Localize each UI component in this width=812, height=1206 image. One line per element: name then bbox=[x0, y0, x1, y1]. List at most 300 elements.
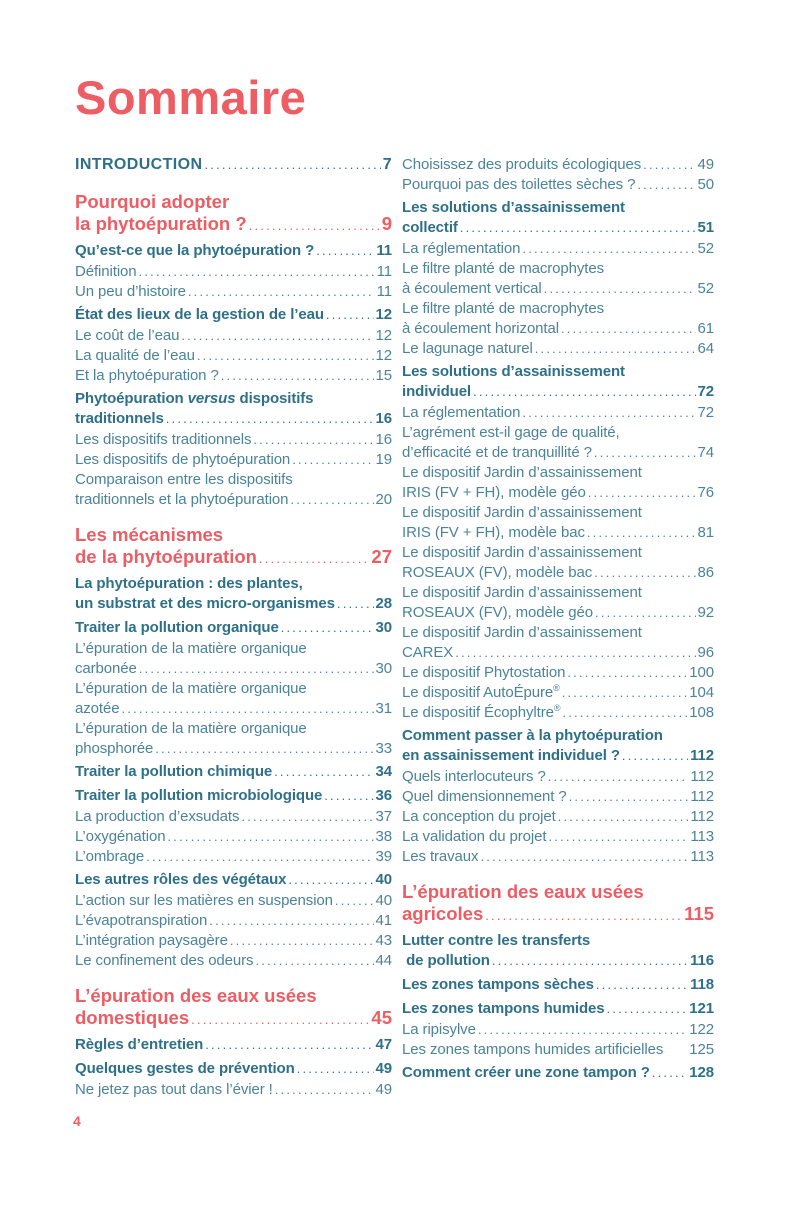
dot-leader bbox=[139, 262, 375, 282]
toc-entry-text: un substrat et des micro-organismes bbox=[75, 595, 335, 612]
toc-entry-text: L’épuration de la matière organique bbox=[75, 720, 307, 737]
toc-entry bbox=[402, 807, 714, 827]
toc-entry-text: azotée bbox=[75, 700, 120, 717]
toc-entry-line bbox=[402, 239, 714, 259]
dot-leader bbox=[188, 282, 375, 302]
dot-leader bbox=[197, 346, 374, 366]
toc-entry bbox=[402, 503, 714, 543]
toc-entry bbox=[75, 366, 392, 386]
toc-entry-page: 44 bbox=[375, 952, 392, 969]
toc-entry-text: L’intégration paysagère bbox=[75, 932, 228, 949]
dot-leader bbox=[567, 663, 687, 683]
toc-entry bbox=[402, 847, 714, 867]
toc-entry-line bbox=[402, 827, 714, 847]
toc-entry-line bbox=[75, 470, 392, 490]
toc-entry-text: Choisissez des produits écologiques bbox=[402, 156, 642, 173]
toc-entry-line bbox=[402, 175, 714, 195]
toc-entry bbox=[402, 403, 714, 423]
toc-entry-text-segment: Phytoépuration bbox=[75, 390, 188, 407]
toc-entry-text: Les dispositifs traditionnels bbox=[75, 431, 252, 448]
toc-entry-page: 72 bbox=[697, 404, 714, 421]
toc-entry-line bbox=[75, 847, 392, 867]
toc-entry-page: 7 bbox=[382, 156, 392, 173]
dot-leader bbox=[473, 382, 695, 402]
toc-section-heading bbox=[75, 524, 392, 569]
toc-entry-text: L’agrément est-il gage de qualité, bbox=[402, 424, 620, 441]
toc-entry-text: Le lagunage naturel bbox=[402, 340, 533, 357]
dot-leader bbox=[139, 659, 374, 679]
dot-leader bbox=[561, 319, 696, 339]
dot-leader bbox=[146, 847, 373, 867]
toc-entry-text: L’action sur les matières en suspension bbox=[75, 892, 333, 909]
toc-entry-text: Le filtre planté de macrophytes bbox=[402, 260, 605, 277]
toc-entry bbox=[402, 1020, 714, 1040]
toc-entry-page: 11 bbox=[376, 283, 392, 300]
toc-entry bbox=[75, 827, 392, 847]
toc-entry-text: Le filtre planté de macrophytes bbox=[402, 300, 605, 317]
toc-entry bbox=[402, 726, 714, 767]
toc-entry-text: Quel dimensionnement ? bbox=[402, 788, 567, 805]
dot-leader bbox=[253, 430, 373, 450]
toc-entry bbox=[402, 787, 714, 807]
toc-entry-line bbox=[402, 563, 714, 583]
dot-leader bbox=[637, 175, 695, 195]
toc-entry bbox=[402, 703, 714, 723]
toc-entry-text: Le coût de l’eau bbox=[75, 327, 180, 344]
toc-entry-page: 50 bbox=[697, 176, 714, 193]
dot-leader bbox=[643, 155, 695, 175]
toc-entry-page: 49 bbox=[375, 1060, 392, 1077]
toc-entry-page: 33 bbox=[375, 740, 392, 757]
toc-entry-line bbox=[402, 463, 714, 483]
toc-entry-line bbox=[75, 282, 392, 302]
dot-leader bbox=[167, 827, 373, 847]
toc-entry-page: 121 bbox=[689, 1000, 714, 1017]
dot-leader bbox=[588, 483, 696, 503]
dot-leader bbox=[492, 951, 688, 971]
toc-entry bbox=[75, 762, 392, 783]
dot-leader bbox=[230, 931, 374, 951]
toc-entry-line bbox=[75, 213, 392, 237]
toc-entry-page: 12 bbox=[375, 306, 392, 323]
dot-leader bbox=[205, 1035, 373, 1055]
dot-leader bbox=[485, 903, 682, 927]
toc-entry-line bbox=[75, 546, 392, 570]
toc-entry bbox=[75, 262, 392, 282]
toc-entry-page: 61 bbox=[697, 320, 714, 337]
toc-entry bbox=[75, 430, 392, 450]
dot-leader bbox=[288, 870, 373, 890]
toc-section-heading bbox=[75, 985, 392, 1030]
toc-entry-text: Les mécanismes bbox=[75, 524, 224, 545]
toc-entry-line bbox=[75, 911, 392, 931]
toc-entry bbox=[402, 423, 714, 463]
toc-entry bbox=[402, 175, 714, 195]
toc-entry-line bbox=[402, 339, 714, 359]
toc-entry-page: 38 bbox=[375, 828, 392, 845]
toc-entry bbox=[75, 574, 392, 615]
toc-entry bbox=[402, 339, 714, 359]
toc-entry-line bbox=[402, 746, 714, 766]
toc-entry-text: La phytoépuration : des plantes, bbox=[75, 575, 303, 592]
toc-entry-text: La qualité de l’eau bbox=[75, 347, 195, 364]
dot-leader bbox=[544, 279, 696, 299]
toc-entry-text: La validation du projet bbox=[402, 828, 547, 845]
toc-entry-page: 15 bbox=[375, 367, 392, 384]
toc-entry bbox=[402, 999, 714, 1020]
page-title: Sommaire bbox=[75, 71, 307, 124]
toc-entry-line bbox=[75, 739, 392, 759]
toc-section-heading bbox=[75, 191, 392, 236]
toc-entry-line bbox=[402, 583, 714, 603]
toc-column-left bbox=[75, 155, 392, 1100]
toc-entry-text: INTRODUCTION bbox=[75, 156, 203, 173]
toc-entry-text: Les dispositifs de phytoépuration bbox=[75, 451, 291, 468]
toc-entry-page: 81 bbox=[697, 524, 714, 541]
toc-entry-text: L’évapotranspiration bbox=[75, 912, 208, 929]
dot-leader bbox=[558, 807, 689, 827]
toc-entry-page: 122 bbox=[689, 1021, 714, 1038]
toc-entry bbox=[402, 543, 714, 583]
toc-entry bbox=[75, 155, 392, 175]
toc-entry bbox=[75, 951, 392, 971]
dot-leader bbox=[562, 683, 688, 703]
dot-leader bbox=[594, 443, 696, 463]
toc-entry bbox=[75, 639, 392, 679]
toc-entry-page: 19 bbox=[375, 451, 392, 468]
toc-entry-text: Le dispositif Jardin d’assainissement bbox=[402, 624, 642, 641]
toc-entry-line bbox=[75, 389, 392, 409]
toc-entry-page: 52 bbox=[697, 240, 714, 257]
toc-entry bbox=[402, 1063, 714, 1084]
toc-entry bbox=[402, 463, 714, 503]
toc-entry-line bbox=[402, 726, 714, 746]
toc-entry-line bbox=[402, 259, 714, 279]
toc-entry-line bbox=[402, 319, 714, 339]
toc-entry-line bbox=[402, 543, 714, 563]
toc-entry-text: Les solutions d’assainissement bbox=[402, 363, 625, 380]
toc-section-heading bbox=[402, 881, 714, 926]
toc-entry-page: 30 bbox=[375, 660, 392, 677]
toc-entry-line bbox=[402, 523, 714, 543]
toc-entry-page: 128 bbox=[689, 1064, 714, 1081]
toc-entry-text: carbonée bbox=[75, 660, 137, 677]
toc-entry-page: 112 bbox=[690, 768, 714, 785]
toc-entry bbox=[75, 1035, 392, 1056]
toc-entry-text: État des lieux de la gestion de l’eau bbox=[75, 306, 324, 323]
toc-entry-line bbox=[402, 218, 714, 238]
dot-leader bbox=[460, 218, 696, 238]
toc-entry bbox=[402, 1040, 714, 1060]
toc-entry-line bbox=[75, 1007, 392, 1031]
toc-entry-text: La production d’exsudats bbox=[75, 808, 240, 825]
toc-entry-page: 28 bbox=[375, 595, 392, 612]
toc-entry-text: La conception du projet bbox=[402, 808, 556, 825]
toc-entry-text: L’épuration des eaux usées bbox=[402, 881, 644, 902]
toc-entry-text: Les zones tampons humides artificielles bbox=[402, 1041, 664, 1058]
toc-entry-page: 64 bbox=[697, 340, 714, 357]
toc-entry bbox=[402, 623, 714, 663]
toc-entry-text: de pollution bbox=[402, 952, 490, 969]
toc-entry-line bbox=[402, 881, 714, 903]
toc-entry bbox=[402, 198, 714, 239]
toc-entry-page: 112 bbox=[690, 788, 714, 805]
toc-entry-page: 12 bbox=[375, 327, 392, 344]
toc-entry-page: 20 bbox=[375, 491, 392, 508]
toc-entry-page: 51 bbox=[697, 219, 714, 236]
toc-entry bbox=[402, 239, 714, 259]
registered-trademark-symbol: ® bbox=[553, 683, 560, 693]
toc-entry bbox=[402, 683, 714, 703]
toc-entry-text: Le dispositif Jardin d’assainissement bbox=[402, 544, 642, 561]
toc-entry-page: 34 bbox=[375, 763, 392, 780]
toc-entry-line bbox=[75, 366, 392, 386]
toc-entry-text: ROSEAUX (FV), modèle bac bbox=[402, 564, 593, 581]
toc-entry bbox=[75, 847, 392, 867]
toc-entry-line bbox=[75, 241, 392, 261]
toc-entry-page: 92 bbox=[697, 604, 714, 621]
toc-entry-line bbox=[402, 931, 714, 951]
dot-leader bbox=[337, 594, 374, 614]
dot-leader bbox=[209, 911, 373, 931]
toc-entry-text: Les zones tampons humides bbox=[402, 1000, 605, 1017]
toc-entry-text: collectif bbox=[402, 219, 458, 236]
toc-entry-line bbox=[75, 679, 392, 699]
toc-entry-page: 41 bbox=[375, 912, 392, 929]
dot-leader bbox=[255, 951, 373, 971]
toc-entry-line bbox=[75, 450, 392, 470]
toc-entry-text: L’épuration de la matière organique bbox=[75, 640, 307, 657]
toc-entry-line bbox=[402, 1020, 714, 1040]
dot-leader bbox=[274, 762, 373, 782]
toc-entry-line bbox=[75, 699, 392, 719]
toc-entry-text: Un peu d’histoire bbox=[75, 283, 186, 300]
toc-entry bbox=[75, 470, 392, 510]
toc-entry-page: 115 bbox=[684, 902, 714, 924]
toc-entry-text: Pourquoi pas des toilettes sèches ? bbox=[402, 176, 636, 193]
toc-entry-text: L’oxygénation bbox=[75, 828, 166, 845]
toc-entry-text-segment: dispositifs bbox=[235, 390, 314, 407]
toc-entry-text: Définition bbox=[75, 263, 137, 280]
toc-entry-text: à écoulement horizontal bbox=[402, 320, 559, 337]
toc-entry-line bbox=[75, 719, 392, 739]
toc-entry bbox=[75, 679, 392, 719]
dot-leader bbox=[569, 787, 689, 807]
toc-entry-line bbox=[75, 985, 392, 1007]
toc-entry-text: Et la phytoépuration ? bbox=[75, 367, 219, 384]
toc-entry-line bbox=[75, 346, 392, 366]
toc-entry-text: la phytoépuration ? bbox=[75, 212, 247, 234]
toc-entry bbox=[75, 346, 392, 366]
toc-entry-text: Ne jetez pas tout dans l’évier ! bbox=[75, 1081, 273, 1098]
toc-entry-page: 76 bbox=[697, 484, 714, 501]
toc-entry-page: 45 bbox=[371, 1006, 392, 1028]
toc-entry-page: 11 bbox=[376, 242, 392, 259]
dot-leader bbox=[297, 1059, 374, 1079]
toc-entry-text bbox=[402, 703, 560, 723]
toc-entry-line bbox=[75, 762, 392, 782]
toc-entry-page: 74 bbox=[697, 444, 714, 461]
toc-entry bbox=[402, 259, 714, 299]
toc-entry-line bbox=[75, 639, 392, 659]
toc-entry-line bbox=[75, 1080, 392, 1100]
toc-columns bbox=[75, 155, 740, 1100]
toc-entry-page: 104 bbox=[689, 684, 714, 701]
toc-entry-text: Le dispositif Jardin d’assainissement bbox=[402, 504, 642, 521]
toc-entry-line bbox=[402, 683, 714, 703]
toc-entry bbox=[75, 870, 392, 891]
toc-entry-text: individuel bbox=[402, 383, 472, 400]
dot-leader bbox=[241, 807, 373, 827]
toc-entry-line bbox=[402, 951, 714, 971]
toc-entry-text-segment: Le dispositif Écophyltre bbox=[402, 704, 554, 721]
toc-entry-text: en assainissement individuel ? bbox=[402, 747, 620, 764]
toc-entry bbox=[402, 583, 714, 623]
toc-entry-text: Traiter la pollution microbiologique bbox=[75, 787, 323, 804]
toc-column-right bbox=[402, 155, 714, 1084]
dot-leader bbox=[522, 403, 695, 423]
toc-entry-text: Comparaison entre les dispositifs bbox=[75, 471, 293, 488]
toc-entry-page: 86 bbox=[697, 564, 714, 581]
toc-entry-line bbox=[75, 594, 392, 614]
toc-entry-line bbox=[75, 870, 392, 890]
toc-entry-text: CAREX bbox=[402, 644, 454, 661]
toc-entry-line bbox=[402, 847, 714, 867]
toc-entry-text-segment: versus bbox=[187, 390, 236, 407]
toc-entry bbox=[75, 807, 392, 827]
toc-entry-page: 9 bbox=[381, 212, 392, 234]
toc-entry-text: Quels interlocuteurs ? bbox=[402, 768, 546, 785]
toc-entry-line bbox=[402, 623, 714, 643]
toc-entry-line bbox=[75, 430, 392, 450]
toc-entry-line bbox=[75, 191, 392, 213]
dot-leader bbox=[596, 975, 688, 995]
toc-entry bbox=[75, 241, 392, 262]
toc-entry-page: 108 bbox=[689, 704, 714, 721]
toc-entry-page: 40 bbox=[375, 892, 392, 909]
toc-entry-page: 112 bbox=[690, 808, 714, 825]
toc-entry-text: ROSEAUX (FV), modèle géo bbox=[402, 604, 594, 621]
toc-entry-line bbox=[75, 490, 392, 510]
toc-entry-line bbox=[402, 382, 714, 402]
toc-entry-text: L’ombrage bbox=[75, 848, 145, 865]
toc-entry bbox=[402, 663, 714, 683]
dot-leader bbox=[622, 746, 688, 766]
toc-entry-text: La réglementation bbox=[402, 240, 521, 257]
toc-entry-line bbox=[75, 827, 392, 847]
toc-entry-page: 113 bbox=[690, 848, 714, 865]
dot-leader bbox=[326, 305, 374, 325]
toc-entry-page: 11 bbox=[376, 263, 392, 280]
toc-entry-line bbox=[75, 305, 392, 325]
toc-entry-line bbox=[402, 603, 714, 623]
toc-entry-page: 116 bbox=[690, 952, 714, 969]
toc-entry-text: Quelques gestes de prévention bbox=[75, 1060, 295, 1077]
dot-leader bbox=[478, 1020, 687, 1040]
dot-leader bbox=[652, 1063, 687, 1083]
toc-entry-text: Les travaux bbox=[402, 848, 479, 865]
dot-leader bbox=[562, 703, 687, 723]
toc-entry-text: IRIS (FV + FH), modèle bac bbox=[402, 524, 585, 541]
toc-entry-line bbox=[75, 951, 392, 971]
toc-entry-text: Traiter la pollution chimique bbox=[75, 763, 273, 780]
toc-entry bbox=[75, 450, 392, 470]
toc-entry-page: 49 bbox=[697, 156, 714, 173]
toc-entry bbox=[402, 975, 714, 996]
toc-entry-text: traditionnels et la phytoépuration bbox=[75, 491, 289, 508]
toc-entry-page: 49 bbox=[375, 1081, 392, 1098]
toc-entry-line bbox=[75, 1035, 392, 1055]
toc-entry-text: Règles d’entretien bbox=[75, 1036, 204, 1053]
toc-entry-line bbox=[402, 403, 714, 423]
toc-entry-text: domestiques bbox=[75, 1006, 190, 1028]
toc-entry-line bbox=[75, 931, 392, 951]
toc-entry-page: 31 bbox=[375, 700, 392, 717]
toc-entry-text: Les zones tampons sèches bbox=[402, 976, 594, 993]
toc-entry-line bbox=[402, 787, 714, 807]
toc-entry bbox=[402, 931, 714, 972]
toc-entry-line bbox=[402, 423, 714, 443]
toc-entry-text: Comment créer une zone tampon ? bbox=[402, 1064, 650, 1081]
toc-entry-line bbox=[75, 524, 392, 546]
toc-entry-page: 36 bbox=[375, 787, 392, 804]
dot-leader bbox=[324, 786, 373, 806]
toc-entry-line bbox=[402, 198, 714, 218]
dot-leader bbox=[204, 155, 380, 175]
dot-leader bbox=[166, 409, 374, 429]
toc-entry-text: Traiter la pollution organique bbox=[75, 619, 279, 636]
toc-entry-text: traditionnels bbox=[75, 410, 164, 427]
toc-entry-line bbox=[75, 262, 392, 282]
toc-entry-text: L’épuration des eaux usées bbox=[75, 985, 317, 1006]
toc-entry-page: 16 bbox=[375, 410, 392, 427]
toc-entry-line bbox=[402, 767, 714, 787]
toc-entry-text: Les autres rôles des végétaux bbox=[75, 871, 287, 888]
toc-entry-page: 37 bbox=[375, 808, 392, 825]
toc-entry bbox=[402, 299, 714, 339]
toc-entry-line bbox=[402, 807, 714, 827]
toc-entry-text: Le dispositif Phytostation bbox=[402, 664, 566, 681]
dot-leader bbox=[480, 847, 688, 867]
toc-entry-text: agricoles bbox=[402, 902, 484, 924]
dot-leader bbox=[335, 891, 374, 911]
toc-entry bbox=[75, 326, 392, 346]
toc-entry-text: Qu’est-ce que la phytoépuration ? bbox=[75, 242, 315, 259]
toc-entry bbox=[75, 786, 392, 807]
toc-entry-text: phosphorée bbox=[75, 740, 154, 757]
toc-entry bbox=[75, 719, 392, 759]
toc-entry-line bbox=[75, 807, 392, 827]
toc-entry-line bbox=[402, 999, 714, 1019]
toc-entry bbox=[75, 389, 392, 430]
toc-entry-text: IRIS (FV + FH), modèle géo bbox=[402, 484, 586, 501]
toc-entry-text bbox=[402, 683, 560, 703]
toc-entry-line bbox=[402, 1040, 714, 1060]
toc-entry-page: 96 bbox=[697, 644, 714, 661]
toc-entry bbox=[75, 1059, 392, 1080]
dot-leader bbox=[121, 699, 373, 719]
toc-entry bbox=[402, 827, 714, 847]
toc-entry bbox=[75, 282, 392, 302]
toc-entry-line bbox=[75, 659, 392, 679]
toc-entry-text: La réglementation bbox=[402, 404, 521, 421]
dot-leader bbox=[587, 523, 696, 543]
registered-trademark-symbol: ® bbox=[553, 703, 561, 713]
dot-leader bbox=[275, 1080, 374, 1100]
toc-entry-text: de la phytoépuration bbox=[75, 545, 257, 567]
toc-entry-line bbox=[402, 299, 714, 319]
dot-leader bbox=[594, 563, 695, 583]
